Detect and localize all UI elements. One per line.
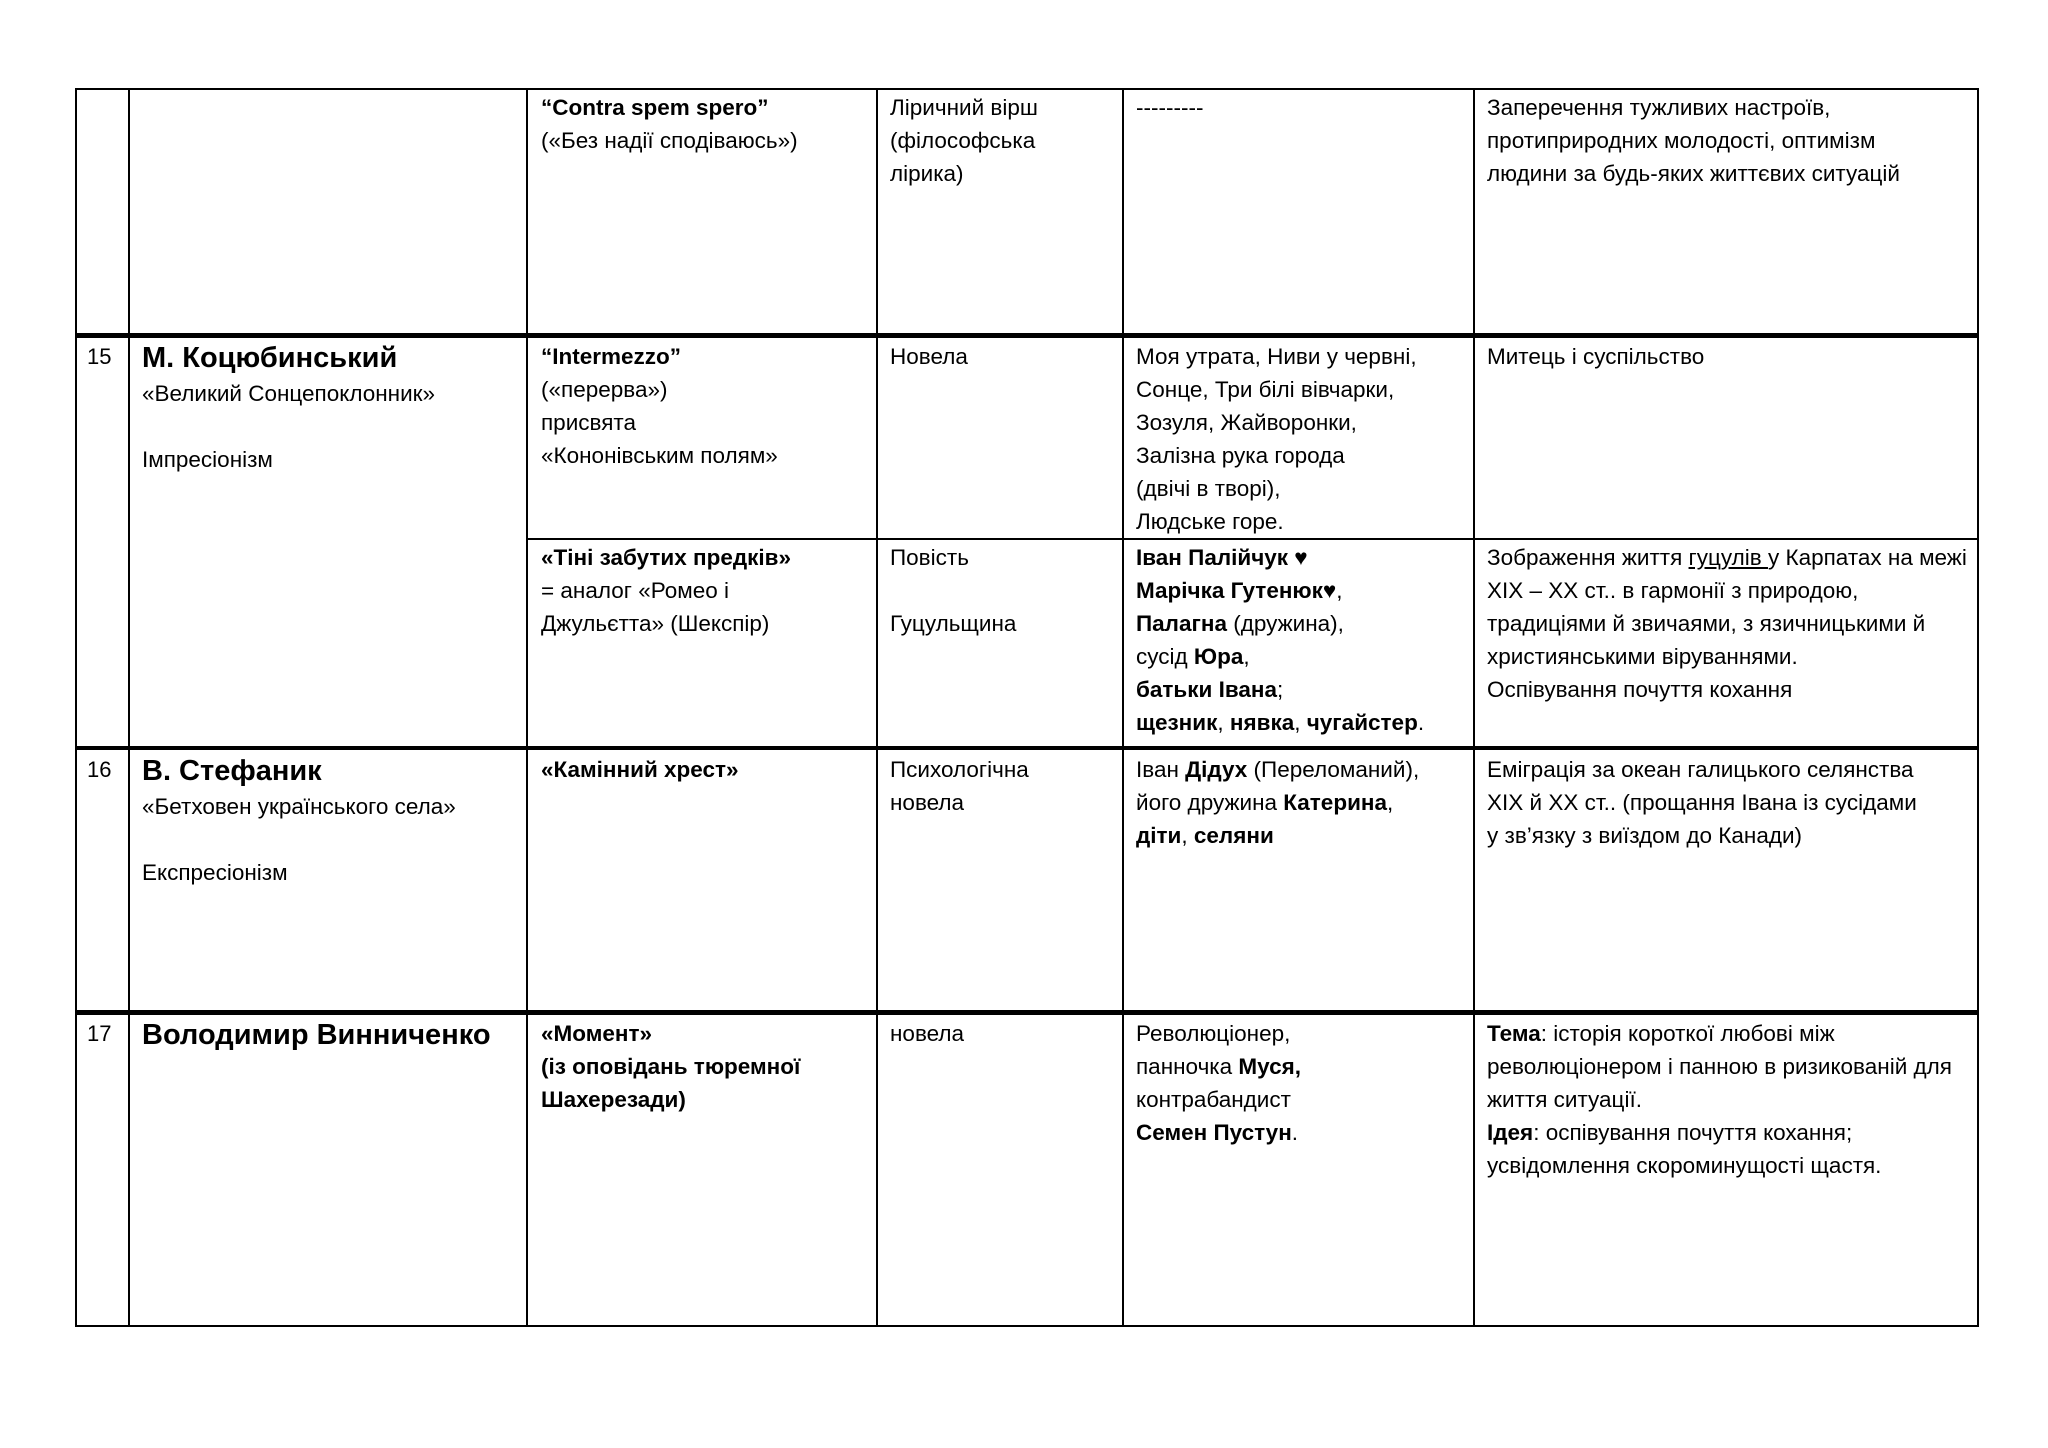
row15-work1 — [541, 340, 871, 472]
row15-work1-characters — [1136, 340, 1466, 538]
genre-line: Психологічна — [890, 757, 1029, 782]
row17-top-border — [75, 1010, 1979, 1015]
row15-work2-theme — [1487, 541, 1971, 706]
row16-genre — [890, 753, 1118, 819]
work-line: = аналог «Ромео і — [541, 578, 729, 603]
theme-text: у Карпатах на межі XIX – XX ст.. в гармонії з природою, традиціями й звичаями, з язичницькими й християнськими віруваннями. — [1487, 545, 1967, 669]
theme-paragraph — [1487, 541, 1971, 673]
col-border-5 — [1473, 88, 1475, 1327]
col-border-4 — [1122, 88, 1124, 1327]
work-line: (із оповідань тюремної — [541, 1054, 801, 1079]
character-yura: Юра — [1193, 644, 1244, 669]
work-title: “Intermezzo” — [541, 344, 682, 369]
row17-work — [541, 1017, 871, 1116]
table-bottom-border — [75, 1325, 1979, 1327]
character-line: Сонце, Три білі вівчарки, — [1136, 377, 1395, 402]
col-border-2 — [526, 88, 528, 1327]
character-note: (Переломаний), — [1247, 757, 1420, 782]
row16-work — [541, 753, 871, 786]
literary-style: Експресіонізм — [142, 860, 288, 885]
character-line: Зозуля, Жайворонки, — [1136, 410, 1357, 435]
character-line: Революціонер, — [1136, 1021, 1291, 1046]
character-ivan: Іван — [1136, 757, 1186, 782]
character-kateryna: Катерина — [1283, 790, 1387, 815]
row15-inner-divider — [527, 538, 1979, 540]
row17-theme — [1487, 1017, 1973, 1182]
col-border-6 — [1977, 88, 1979, 1327]
theme-line: Заперечення тужливих настроїв, — [1487, 95, 1831, 120]
table-top-border — [75, 88, 1979, 90]
work-title: «Камінний хрест» — [541, 757, 739, 782]
row-cont-theme — [1487, 91, 1973, 190]
genre-line: Ліричний вірш — [890, 95, 1038, 120]
genre-line: лірика) — [890, 161, 964, 186]
theme-line: у зв’язку з виїздом до Канади) — [1487, 823, 1803, 848]
row15-work2-genre — [890, 541, 1118, 640]
ideia-text: : оспівування почуття кохання; усвідомлення скороминущості щастя. — [1487, 1120, 1882, 1178]
tema-label: Тема — [1487, 1021, 1541, 1046]
genre: Повість — [890, 545, 969, 570]
region: Гуцульщина — [890, 611, 1017, 636]
col-border-0 — [75, 88, 77, 1327]
genre-line: (філософська — [890, 128, 1036, 153]
work-line: «Кононівським полям» — [541, 443, 778, 468]
row17-number: 17 — [87, 1021, 112, 1046]
theme-text: Зображення життя — [1487, 545, 1689, 570]
tema-text: : історія короткої любові між революціонером і панною в ризикованій для життя ситуації. — [1487, 1021, 1952, 1112]
row15-work1-theme — [1487, 340, 1973, 373]
author-name: Володимир Винниченко — [142, 1019, 491, 1051]
character-semen: Семен Пустун — [1136, 1120, 1292, 1145]
work-subtitle: («Без надії сподіваюсь») — [541, 128, 798, 153]
row15-number: 15 — [87, 344, 112, 369]
theme-line: Оспівування почуття кохання — [1487, 677, 1793, 702]
theme-line: людини за будь-яких життєвих ситуацій — [1487, 161, 1900, 186]
character-parents: батьки Івана — [1136, 677, 1278, 702]
row17-author-cell — [142, 1016, 524, 1054]
character-line: Людське горе. — [1136, 509, 1284, 534]
row16-top-border — [75, 746, 1979, 750]
character-villagers: селяни — [1193, 823, 1274, 848]
character-schezn: щезник — [1136, 710, 1218, 735]
work-title: «Момент» — [541, 1021, 652, 1046]
character-line: контрабандист — [1136, 1087, 1291, 1112]
row15-work2-characters: Іван Палійчук ♥ Марічка Гутенюк♥, Палагна (дружина), сусід Юра, батьки Івана; щезник, нявка, чугайстер. — [1136, 545, 1425, 735]
row16-theme — [1487, 753, 1973, 852]
literary-style: Імпресіонізм — [142, 447, 273, 472]
ideia-label: Ідея — [1487, 1120, 1534, 1145]
author-epithet: «Великий Сонцепоклонник» — [142, 381, 436, 406]
row15-top-border — [75, 333, 1979, 338]
author-name: В. Стефаник — [142, 755, 322, 787]
character-chuhaister: чугайстер — [1306, 710, 1418, 735]
character-ivan: Іван Палійчук ♥ — [1136, 545, 1308, 570]
row16-characters: Іван Дідух (Переломаний), його дружина Катерина, діти, селяни — [1136, 757, 1420, 848]
theme-line: XIX й XX ст.. (прощання Івана із сусідами — [1487, 790, 1917, 815]
work-title: “Contra spem spero” — [541, 95, 769, 120]
theme-line: Еміграція за океан галицького селянства — [1487, 757, 1914, 782]
row15-work1-genre — [890, 340, 1118, 373]
character-line: Моя утрата, Ниви у червні, — [1136, 344, 1417, 369]
character-children: діти — [1136, 823, 1182, 848]
author-epithet: «Бетховен українського села» — [142, 794, 456, 819]
author-name: М. Коцюбинський — [142, 342, 398, 374]
row16-number: 16 — [87, 757, 112, 782]
character-prefix: панночка — [1136, 1054, 1239, 1079]
work-line: («перерва») — [541, 377, 668, 402]
row15-author-cell — [142, 339, 522, 476]
work-line: Шахерезади) — [541, 1087, 686, 1112]
character-didukh: Дідух — [1185, 757, 1248, 782]
wife-prefix: його дружина — [1136, 790, 1284, 815]
character-musia: Муся, — [1238, 1054, 1301, 1079]
theme-hutsuly: гуцулів — [1688, 545, 1768, 570]
character-line: Залізна рука города — [1136, 443, 1345, 468]
neighbor-prefix: сусід — [1136, 644, 1194, 669]
character-marichka: Марічка Гутенюк♥ — [1136, 578, 1337, 603]
row15-work2 — [541, 541, 871, 640]
row-cont-work — [541, 91, 871, 157]
work-title: «Тіні забутих предків» — [541, 545, 791, 570]
row-cont-genre — [890, 91, 1118, 190]
genre: Новела — [890, 344, 968, 369]
row17-characters: Революціонер, панночка Муся, контрабандист Семен Пустун. — [1136, 1017, 1470, 1149]
row16-author-cell — [142, 752, 522, 889]
character-navka: нявка — [1229, 710, 1295, 735]
theme: Митець і суспільство — [1487, 344, 1705, 369]
work-line: Джульєтта» (Шекспір) — [541, 611, 770, 636]
theme-line: протиприродних молодості, оптимізм — [1487, 128, 1876, 153]
col-border-1 — [128, 88, 130, 1327]
character-palahna-note: (дружина), — [1226, 611, 1344, 636]
work-line: присвята — [541, 410, 636, 435]
col-border-3 — [876, 88, 878, 1327]
genre-line: новела — [890, 790, 965, 815]
characters-placeholder: --------- — [1136, 95, 1204, 120]
genre: новела — [890, 1021, 965, 1046]
row17-genre — [890, 1017, 1118, 1050]
character-line: (двічі в творі), — [1136, 476, 1281, 501]
row-cont-characters — [1136, 91, 1466, 124]
character-palahna: Палагна — [1136, 611, 1227, 636]
